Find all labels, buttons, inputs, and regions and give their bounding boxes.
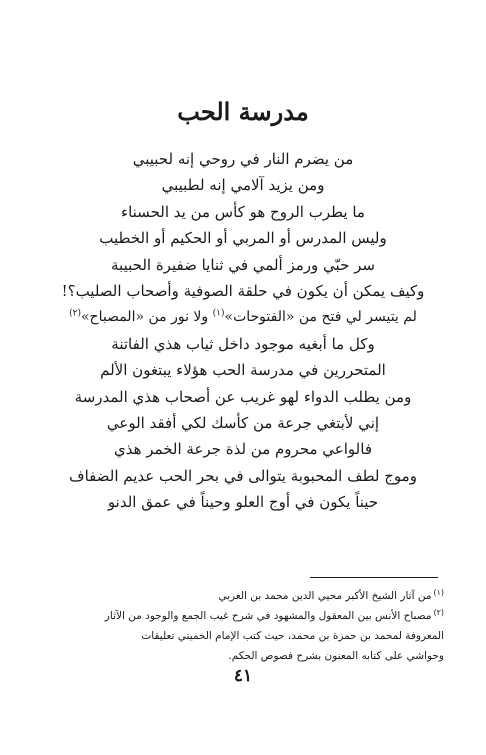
verse-line: وكل ما أبغيه موجود داخل ثياب هذي الفاتنة bbox=[111, 334, 375, 353]
verse-line: إني لأبتغي جرعة من كأسك لكي أفقد الوعي bbox=[106, 413, 380, 432]
chapter-title: مدرسة الحب bbox=[177, 97, 309, 126]
verse-line: ومن يزيد آلامي إنه لطبيبي bbox=[161, 176, 325, 195]
footnote-line bbox=[32, 606, 444, 626]
footnote-divider bbox=[310, 577, 438, 578]
verse-segment: لم يتيسر لي فتح من «الفتوحات» bbox=[224, 309, 417, 326]
verse-segment: ولا نور من «المصباح» bbox=[80, 309, 213, 326]
footnote-reference: (١) bbox=[212, 308, 225, 319]
footnote-text: المعروفة لمحمد بن حمزة بن محمد، حيث كتب الإمام الخميني تعليقات bbox=[141, 630, 444, 642]
footnote-reference: (٢) bbox=[69, 308, 81, 319]
verse-line-with-references bbox=[40, 304, 446, 330]
footnote-text: وحواشي على كتابه المعنون بشرح فصوص الحكم. bbox=[228, 650, 444, 662]
poem bbox=[40, 146, 446, 515]
verse-line: سر حبّي ورمز ألمي في ثنايا ضفيرة الحبيبة bbox=[111, 255, 375, 274]
verse-line: المتحررين في مدرسة الحب هؤلاء يبتغون الألم bbox=[100, 361, 386, 380]
footnote-line bbox=[32, 586, 444, 606]
footnote-text: مصباح الأنس بين المعقول والمشهود في شرح غيب الجمع والوجود من الآثار bbox=[104, 610, 432, 622]
verse-line: ما يطرب الروح هو كأس من يد الحسناء bbox=[121, 202, 365, 221]
footnote-marker: (١) bbox=[433, 587, 444, 597]
verse-line: وليس المدرس أو المربي أو الحكيم أو الخطيب bbox=[99, 229, 387, 248]
verse-line: ومن يطلب الدواء لهو غريب عن أصحاب هذي المدرسة bbox=[74, 387, 412, 406]
footnote-marker: (٢) bbox=[433, 607, 444, 617]
verse-line: وموج لطف المحبوبة يتوالى في بحر الحب عديم الضفاف bbox=[69, 466, 417, 485]
footnote-text: من آثار الشيخ الأكبر محيي الدين محمد بن العربي bbox=[218, 590, 432, 602]
verse-line: وكيف يمكن أن يكون في حلقة الصوفية وأصحاب الصليب؟! bbox=[61, 281, 425, 300]
page-number: ٤١ bbox=[233, 666, 253, 686]
verse-line: فالواعي محروم من لذة جرعة الخمر هذي bbox=[113, 440, 372, 459]
footnote-line bbox=[32, 646, 444, 666]
footnote-line bbox=[32, 626, 444, 646]
verse-line: حيناً يكون في أوج العلو وحيناً في عمق الدنو bbox=[107, 493, 379, 512]
footnotes bbox=[32, 586, 444, 666]
verse-line: من يضرم النار في روحي إنه لحبيبي bbox=[132, 150, 354, 168]
